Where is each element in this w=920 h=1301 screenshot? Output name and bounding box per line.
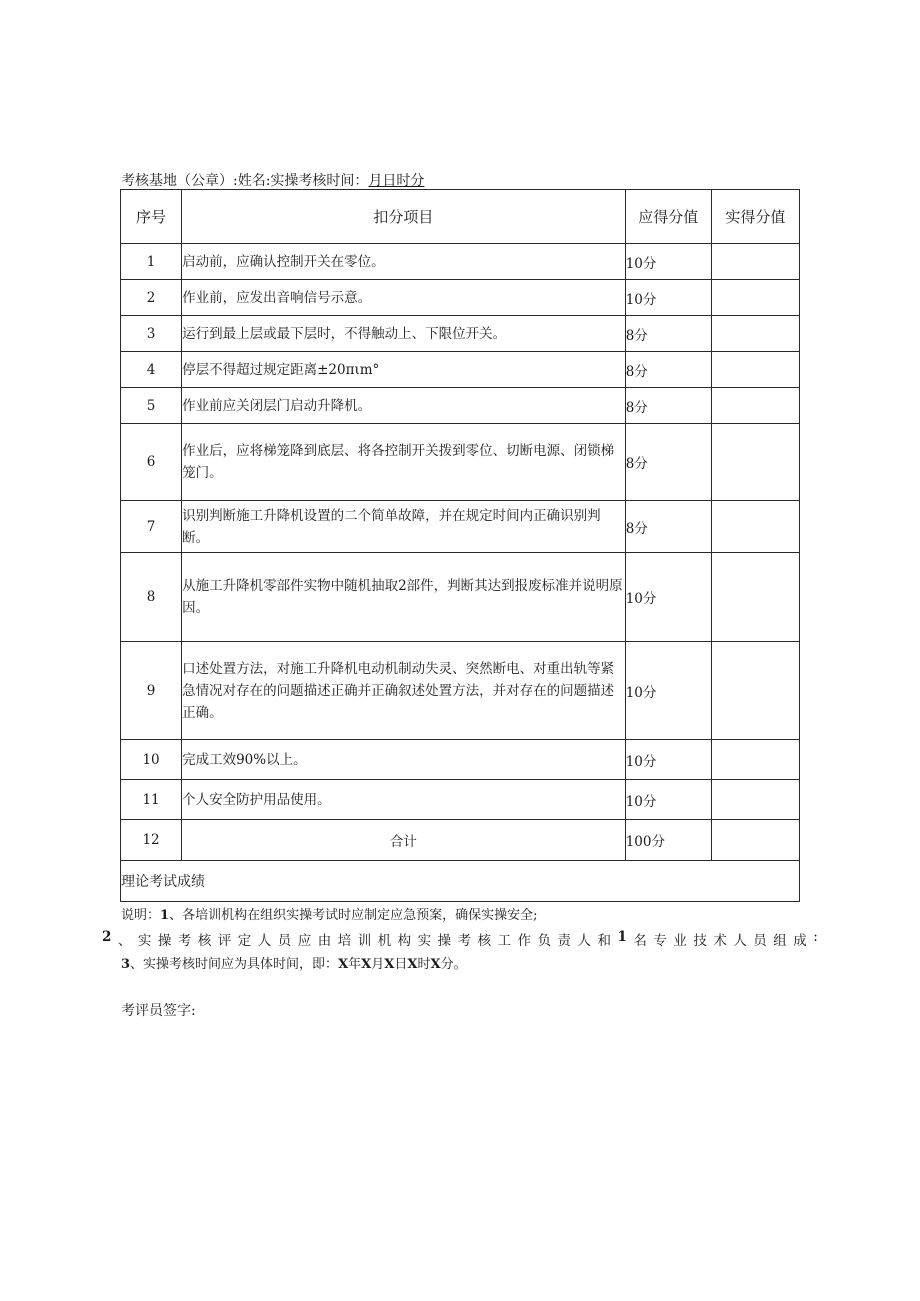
note-2-char: 组	[773, 933, 787, 949]
row-no: 1	[121, 244, 182, 280]
row-actual-score[interactable]	[711, 316, 799, 352]
table-row	[121, 244, 800, 280]
row-actual-score[interactable]	[711, 553, 799, 642]
row-actual-score[interactable]	[711, 244, 799, 280]
row-full-score: 10分	[625, 780, 711, 820]
header-prefix: 考核基地（公章）:姓名:实操考核时间：	[121, 173, 369, 189]
note-2-char: 术	[713, 933, 727, 949]
examiner-signature-label: 考评员签字:	[121, 1003, 196, 1019]
row-full-score: 10分	[625, 280, 711, 316]
total-row	[121, 820, 800, 861]
row-no: 2	[121, 280, 182, 316]
note-2-char: 评	[217, 933, 232, 949]
row-full-score: 10分	[625, 740, 711, 780]
note-2-char: 业	[673, 933, 687, 949]
row-actual-score[interactable]	[711, 780, 799, 820]
row-full-score: 8分	[625, 501, 711, 553]
note-2-char: 核	[477, 933, 492, 949]
note-2-char: 员	[753, 933, 767, 949]
theory-row	[121, 861, 800, 902]
row-full-score: 8分	[625, 424, 711, 501]
note-1	[121, 904, 537, 923]
note-2-char: 专	[653, 933, 667, 949]
note-2-char: 核	[197, 933, 212, 949]
note-2-char: 操	[437, 933, 452, 949]
table-row	[121, 642, 800, 740]
row-no: 4	[121, 352, 182, 388]
row-actual-score[interactable]	[711, 501, 799, 553]
note-3	[121, 953, 467, 972]
note-2-char: 负	[537, 933, 552, 949]
note-2-char: 员	[277, 933, 292, 949]
note-1-text: 、各培训机构在组织实操考试时应制定应急预案，确保实操安全;	[169, 908, 538, 923]
row-no: 7	[121, 501, 182, 553]
note-3-number: 3	[121, 957, 131, 972]
note-3-minute: 分。	[440, 957, 467, 972]
note-2-char: 机	[377, 933, 392, 949]
note-3-x-month: X	[361, 957, 372, 972]
row-full-score: 8分	[625, 388, 711, 424]
note-2-char: 工	[497, 933, 512, 949]
note-2-char: 技	[693, 933, 707, 949]
note-2-char: 操	[157, 933, 172, 949]
note-3-month: 月	[371, 957, 385, 972]
row-no: 11	[121, 780, 182, 820]
total-full-score: 100分	[625, 820, 711, 861]
note-2-char: 2	[102, 929, 112, 945]
row-actual-score[interactable]	[711, 642, 799, 740]
row-item: 口述处置方法，对施工升降机电动机制动失灵、突然断电、对重出轨等紧急情况对存在的问题描述正确并正确叙述处置方法，并对存在的问题描述正确。	[182, 642, 626, 740]
table-row	[121, 352, 800, 388]
note-2-char: 考	[457, 933, 472, 949]
table-row	[121, 280, 800, 316]
row-item: 停层不得超过规定距离±20πιm°	[182, 352, 626, 388]
header-line	[121, 170, 424, 190]
table-row	[121, 388, 800, 424]
header-actual-score: 实得分值	[711, 190, 799, 244]
table-body	[121, 244, 800, 902]
note-3-hour: 时	[417, 957, 431, 972]
note-2-char: 成	[793, 933, 807, 949]
note-3-day: 日	[394, 957, 408, 972]
note-3-x-day: X	[384, 957, 395, 972]
header-no: 序号	[121, 190, 182, 244]
note-2-char: :	[813, 929, 818, 945]
row-full-score: 10分	[625, 553, 711, 642]
note-2-char: 训	[357, 933, 372, 949]
note-2-char: 人	[257, 933, 272, 949]
table-row	[121, 780, 800, 820]
row-no: 6	[121, 424, 182, 501]
note-2-char: 实	[137, 933, 152, 949]
note-2-char: 应	[297, 933, 312, 949]
row-item: 个人安全防护用品使用。	[182, 780, 626, 820]
row-item: 从施工升降机零部件实物中随机抽取2部件，判断其达到报废标准并说明原因。	[182, 553, 626, 642]
row-item: 启动前，应确认控制开关在零位。	[182, 244, 626, 280]
note-1-number: 1	[160, 908, 170, 923]
row-full-score: 8分	[625, 352, 711, 388]
theory-score-label: 理论考试成绩	[121, 861, 800, 902]
score-table	[120, 189, 800, 902]
total-no: 12	[121, 820, 182, 861]
note-2-char: 构	[397, 933, 412, 949]
note-2-char: 培	[337, 933, 352, 949]
note-2-char: 人	[577, 933, 592, 949]
row-full-score: 10分	[625, 244, 711, 280]
row-item: 完成工效90%以上。	[182, 740, 626, 780]
row-no: 10	[121, 740, 182, 780]
row-actual-score[interactable]	[711, 424, 799, 501]
note-2-char: 考	[177, 933, 192, 949]
note-3-x-minute: X	[430, 957, 441, 972]
row-actual-score[interactable]	[711, 740, 799, 780]
row-actual-score[interactable]	[711, 280, 799, 316]
row-no: 5	[121, 388, 182, 424]
note-3-x-year: X	[338, 957, 349, 972]
note-3-text: 、实操考核时间应为具体时间，即：	[130, 957, 339, 972]
table-row	[121, 553, 800, 642]
note-2-char: 由	[317, 933, 332, 949]
row-no: 8	[121, 553, 182, 642]
note-2-char: 定	[237, 933, 252, 949]
note-2-char: 1	[617, 929, 627, 945]
row-item: 作业后，应将梯笼降到底层、将各控制开关拨到零位、切断电源、闭锁梯笼门。	[182, 424, 626, 501]
row-full-score: 8分	[625, 316, 711, 352]
total-actual-score[interactable]	[711, 820, 799, 861]
table-row	[121, 316, 800, 352]
header-full-score: 应得分值	[625, 190, 711, 244]
note-2	[102, 929, 818, 949]
note-2-char: 实	[417, 933, 432, 949]
note-2-char: 人	[733, 933, 747, 949]
header-item: 扣分项目	[182, 190, 626, 244]
note-2-char: 责	[557, 933, 572, 949]
note-3-year: 年	[348, 957, 362, 972]
note-3-x-hour: X	[407, 957, 418, 972]
table-row	[121, 740, 800, 780]
row-no: 3	[121, 316, 182, 352]
note-2-char: 名	[633, 933, 647, 949]
row-item: 运行到最上层或最下层时，不得触动上、下限位开关。	[182, 316, 626, 352]
row-item: 作业前应关闭层门启动升降机。	[182, 388, 626, 424]
table-header-row	[121, 190, 800, 244]
note-2-char: 和	[597, 933, 612, 949]
row-full-score: 10分	[625, 642, 711, 740]
note-1-prefix: 说明：	[121, 908, 161, 923]
table-row	[121, 501, 800, 553]
exam-time-fill: 月日时分	[368, 173, 425, 189]
row-actual-score[interactable]	[711, 352, 799, 388]
row-item: 识别判断施工升降机设置的二个简单故障，并在规定时间内正确识别判断。	[182, 501, 626, 553]
total-label: 合计	[182, 820, 626, 861]
row-item: 作业前，应发出音响信号示意。	[182, 280, 626, 316]
table-row	[121, 424, 800, 501]
row-no: 9	[121, 642, 182, 740]
note-2-char: 作	[517, 933, 532, 949]
note-2-char: 、	[117, 933, 132, 949]
row-actual-score[interactable]	[711, 388, 799, 424]
